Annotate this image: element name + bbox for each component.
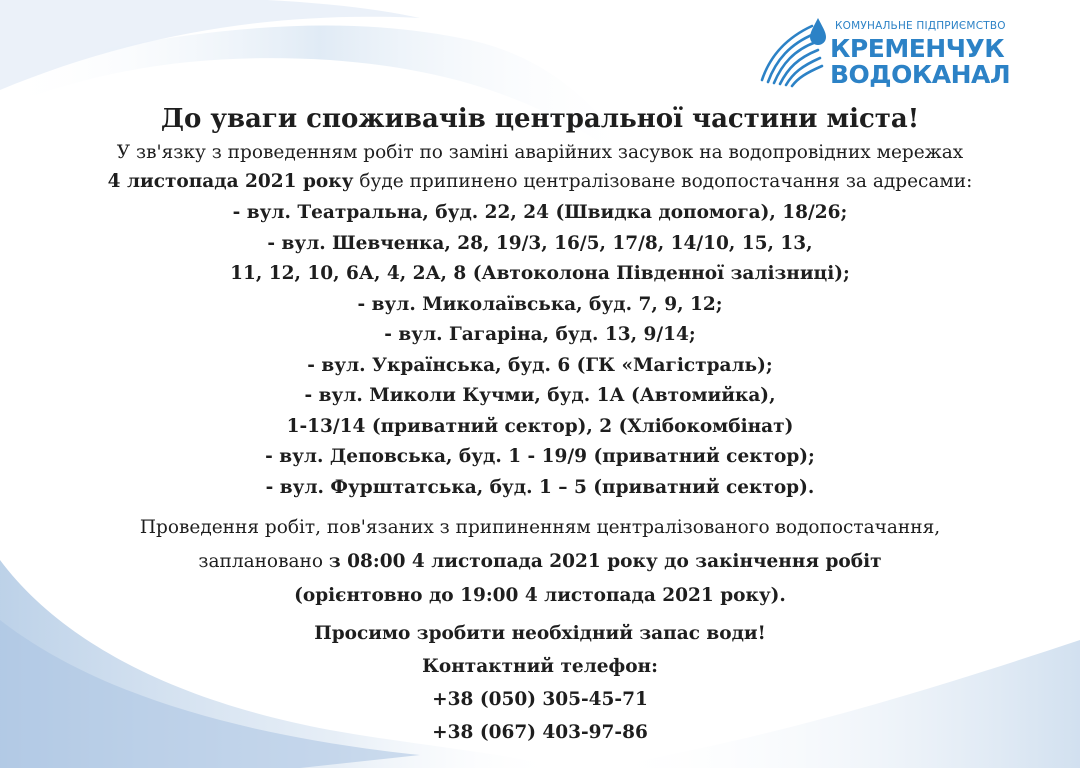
address-line: - вул. Гагаріна, буд. 13, 9/14; <box>384 324 696 345</box>
notice-headline: До уваги споживачів центральної частини міста! <box>160 104 920 134</box>
address-line: - вул. Шевченка, 28, 19/3, 16/5, 17/8, 14/10, 15, 13, <box>267 232 813 254</box>
address-list <box>0 198 1080 503</box>
water-drop-waves-logo-icon <box>756 16 830 88</box>
logo-title-line-1: КРЕМЕНЧУК <box>830 34 1005 63</box>
phone-number: +38 (067) 403-97-86 <box>432 722 648 743</box>
address-line: - вул. Театральна, буд. 22, 24 (Швидка допомога), 18/26; <box>232 202 848 223</box>
notice-body <box>0 100 1080 749</box>
address-line: - вул. Українська, буд. 6 (ГК «Магістраль); <box>307 354 773 376</box>
intro-line-1: У зв'язку з проведенням робіт по заміні аварійних засувок на водопровідних мережах <box>116 142 964 163</box>
outage-date: 4 листопада 2021 року <box>107 171 354 192</box>
schedule-line-1: Проведення робіт, пов'язаних з припиненням централізованого водопостачання, <box>139 517 941 538</box>
address-line: - вул. Фурштатська, буд. 1 – 5 (приватний сектор). <box>265 476 815 498</box>
address-line: - вул. Миколаївська, буд. 7, 9, 12; <box>357 293 723 315</box>
company-logo <box>756 16 1026 88</box>
address-line: 1-13/14 (приватний сектор), 2 (Хлібокомбінат) <box>286 415 794 437</box>
schedule-estimate: (орієнтовно до 19:00 4 листопада 2021 року). <box>294 585 786 606</box>
phone-number: +38 (050) 305-45-71 <box>432 689 648 710</box>
schedule-line-2 <box>0 545 1080 579</box>
intro-line-2 <box>0 167 1080 196</box>
logo-subtitle: КОМУНАЛЬНЕ ПІДПРИЄМСТВО <box>835 20 1006 32</box>
contact-label: Контактний телефон: <box>422 656 658 677</box>
schedule-time: з 08:00 4 листопада 2021 року до закінчення робіт <box>328 551 882 572</box>
spacer <box>0 503 1080 511</box>
water-reserve-request: Просимо зробити необхідний запас води! <box>314 623 766 644</box>
schedule-line-2-plain: заплановано <box>198 551 329 572</box>
logo-title-line-2: ВОДОКАНАЛ <box>830 60 1011 89</box>
intro-line-2-rest: буде припинено централізоване водопостачання за адресами: <box>353 171 973 192</box>
schedule-line-3 <box>0 579 1080 613</box>
address-line: - вул. Деповська, буд. 1 - 19/9 (приватний сектор); <box>265 446 815 467</box>
address-line: - вул. Миколи Кучми, буд. 1А (Автомийка), <box>304 385 776 406</box>
address-line: 11, 12, 10, 6А, 4, 2А, 8 (Автоколона Південної залізниці); <box>230 263 850 284</box>
